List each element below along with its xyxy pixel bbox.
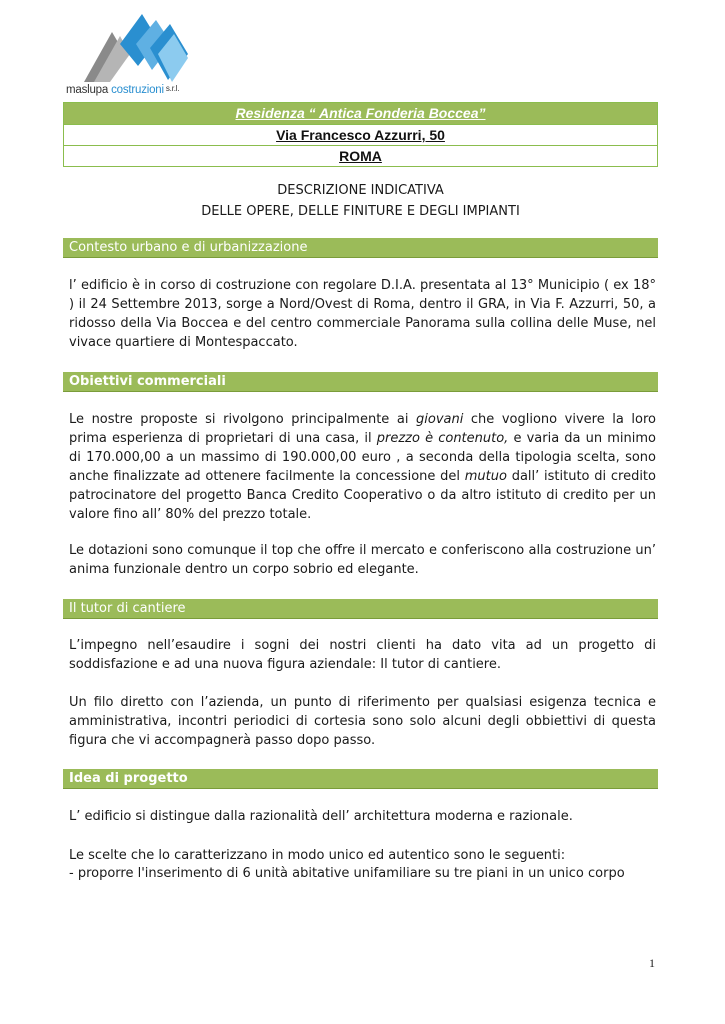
section-heading-contesto: Contesto urbano e di urbanizzazione <box>63 238 658 258</box>
obiettivi-text-c: e varia da un minimo di 170.000,00 a un massimo di 190.000,00 euro , a seconda della tipologia scelta, sono anche finalizzate ad ottenere facilmente la concessione del <box>69 431 657 484</box>
obiettivi-text-b: che vogliono vivere la loro prima esperienza di proprietari di una casa, il <box>69 412 656 446</box>
tutor-paragraph-1: L’impegno nell’esaudire i sogni dei nostri clienti ha dato vita ad un progetto di soddisfazione e ad una nuova figura aziendale: Il tutor di cantiere. <box>69 638 656 672</box>
logo-text-part2: costruzioni <box>111 84 164 96</box>
subtitle-line2: DELLE OPERE, DELLE FINITURE E DEGLI IMPIANTI <box>201 204 520 219</box>
company-logo <box>64 14 214 102</box>
section-heading-tutor: Il tutor di cantiere <box>63 599 658 619</box>
logo-wordmark <box>66 84 179 96</box>
obiettivi-text-d: dall’ istituto di credito patrocinatore del progetto Banca Credito Cooperativo o da altro istituto di credito per un valore fino all’ 80% del prezzo totale. <box>69 469 656 522</box>
obiettivi-emphasis-mutuo: mutuo <box>464 469 507 484</box>
subtitle-line1: DESCRIZIONE INDICATIVA <box>277 183 444 198</box>
section-heading-obiettivi: Obiettivi commerciali <box>63 372 658 392</box>
logo-mark-icon <box>84 14 194 86</box>
page-number: 1 <box>649 956 655 970</box>
residence-city: ROMA <box>64 145 657 166</box>
logo-text-part3: s.r.l. <box>163 84 180 93</box>
obiettivi-paragraph-1 <box>69 410 656 524</box>
obiettivi-emphasis-prezzo: prezzo è contenuto, <box>376 431 509 446</box>
obiettivi-emphasis-giovani: giovani <box>416 412 464 427</box>
contesto-paragraph: l’ edificio è in corso di costruzione con regolare D.I.A. presentata al 13° Municipio ( ex 18° ) il 24 Settembre 2013, sorge a Nord/Ovest di Roma, dentro il GRA, in Via F. Azzurri, 50, a ridosso della Via Boccea e del centro commerciale Panorama sulla collina delle Muse, nel vivace quartiere di Montespaccato. <box>69 278 656 350</box>
title-table <box>63 102 658 167</box>
idea-bullet-1: - proporre l'inserimento di 6 unità abitative unifamiliare su tre piani in un unico corpo <box>69 866 625 881</box>
logo-text-part1: maslupa <box>66 84 112 96</box>
obiettivi-paragraph-2: Le dotazioni sono comunque il top che offre il mercato e conferiscono alla costruzione un’ anima funzionale dentro un corpo sobrio ed elegante. <box>69 543 656 577</box>
idea-paragraph-1: L’ edificio si distingue dalla razionalità dell’ architettura moderna e razionale. <box>69 809 573 824</box>
idea-paragraph-2: Le scelte che lo caratterizzano in modo unico ed autentico sono le seguenti: <box>69 848 566 863</box>
residence-title: Residenza “ Antica Fonderia Boccea” <box>64 103 657 124</box>
obiettivi-text-a: Le nostre proposte si rivolgono principalmente ai <box>69 412 416 427</box>
section-heading-idea: Idea di progetto <box>63 769 658 789</box>
residence-address: Via Francesco Azzurri, 50 <box>64 124 657 145</box>
tutor-paragraph-2: Un filo diretto con l’azienda, un punto di riferimento per qualsiasi esigenza tecnica e amministrativa, incontri periodici di cortesia sono solo alcuni degli obbiettivi di questa figura che vi accompagnerà passo dopo passo. <box>69 695 656 748</box>
